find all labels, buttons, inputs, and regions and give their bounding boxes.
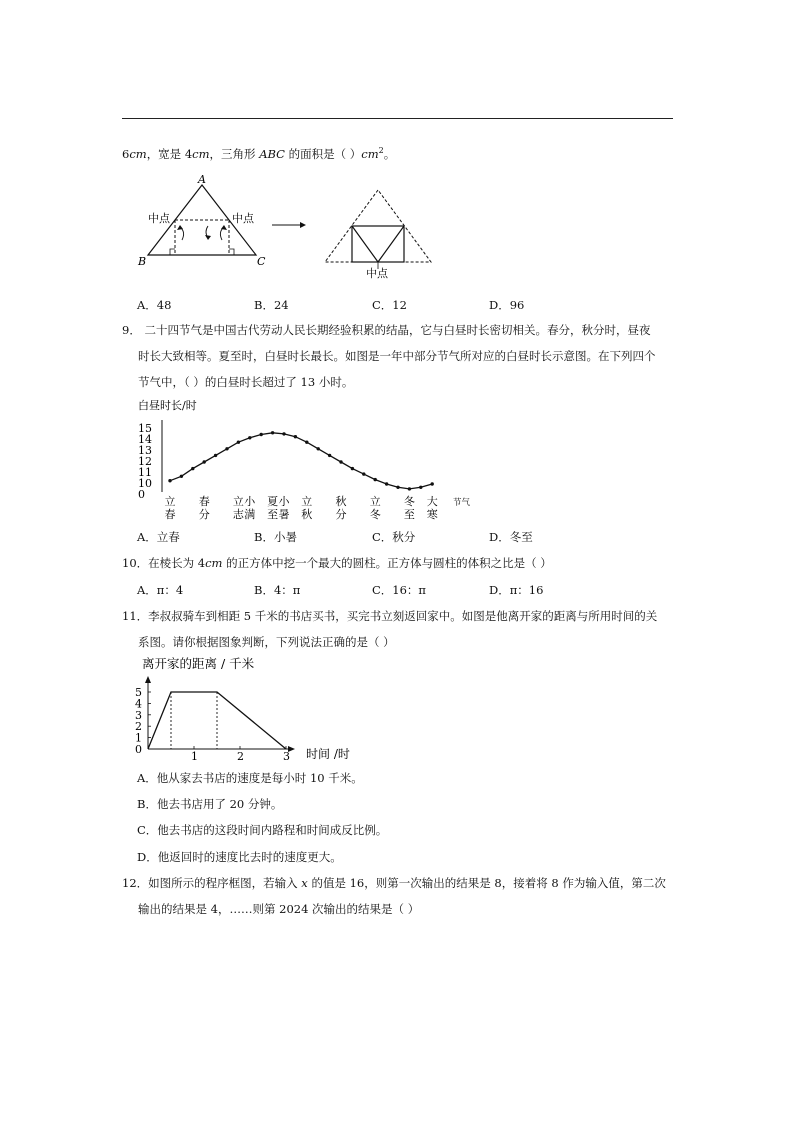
q9-xlabel-bottom-0: 春 — [164, 508, 176, 521]
q9-option-d[interactable]: D．冬至 — [489, 530, 533, 544]
q9-ytick-14: 14 — [138, 433, 152, 446]
q9-y-ticks — [138, 422, 152, 501]
q8-right-angle-left — [170, 249, 175, 255]
q9-point-17 — [362, 472, 365, 475]
q9-point-4 — [214, 454, 217, 457]
q11-stem-line2: 系图。请你根据图象判断，下列说法正确的是（ ） — [138, 635, 395, 649]
q9-xlabel-top-10: 大 — [426, 495, 438, 508]
q9-point-3 — [203, 460, 206, 463]
q11-xtick-2: 2 — [237, 750, 244, 763]
q9-stem-line1: 9． 二十四节气是中国古代劳动人民长期经验积累的结晶，它与白昼时长密切相关。春分，秋分时，昼夜 — [122, 323, 651, 337]
q11-option-a[interactable]: A．他从家去书店的速度是每小时 10 千米。 — [137, 771, 363, 785]
q9-option-c[interactable]: C．秋分 — [372, 530, 416, 544]
q11-option-b[interactable]: B．他去书店用了 20 分钟。 — [137, 797, 283, 811]
q8-label-a: A — [198, 173, 206, 186]
q11-ytick-4: 4 — [135, 697, 142, 711]
q8-label-c: C — [257, 255, 266, 268]
q9-xlabel-bottom-9: 至 — [403, 508, 415, 521]
q9-ytick-13: 13 — [138, 444, 152, 457]
q8-stem — [122, 143, 395, 162]
q9-point-10 — [282, 432, 285, 435]
q9-xlabel-bottom-4: 至 — [267, 508, 279, 521]
q9-stem-line3: 节气中，（ ）的白昼时长超过了 13 小时。 — [138, 375, 354, 389]
q9-ytick-12: 12 — [138, 455, 152, 468]
q9-xlabel-top-7: 秋 — [335, 495, 347, 508]
q9-point-13 — [317, 447, 320, 450]
q9-xlabel-bottom-5: 暑 — [278, 508, 290, 521]
q9-point-20 — [396, 486, 399, 489]
q9-point-6 — [237, 441, 240, 444]
q9-point-1 — [180, 475, 183, 478]
q9-chart-xlabel: 节气 — [453, 498, 471, 508]
q9-xlabel-bottom-10: 寒 — [426, 508, 438, 521]
q9-option-a[interactable]: A．立春 — [137, 530, 180, 544]
q9-xlabel-top-3: 小 — [244, 495, 256, 508]
q9-point-9 — [271, 431, 274, 434]
q10-option-d[interactable]: D．π：16 — [489, 583, 544, 597]
q9-ytick-10: 10 — [138, 477, 152, 490]
q8-rectangle — [352, 226, 404, 262]
q10-stem-b: 的正方体中挖一个最大的圆柱。正方体与圆柱的体积之比是（ ） — [222, 556, 552, 570]
q8-option-c[interactable]: C．12 — [372, 298, 407, 312]
q8-fold-arrowhead-top — [205, 235, 211, 240]
q9-series — [168, 431, 434, 491]
q11-stem-line1: 11．李叔叔骑车到相距 5 千米的书店买书，买完书立刻返回家中。如图是他离开家的距离与所用时间的关 — [122, 609, 658, 623]
header-rule — [122, 118, 673, 119]
q8-midpoint-right: 中点 — [232, 212, 254, 225]
q9-xlabel-top-0: 立 — [164, 495, 176, 508]
q9-chart — [130, 396, 490, 526]
q9-point-2 — [191, 467, 194, 470]
q9-xlabel-bottom-6: 秋 — [301, 508, 313, 521]
q12-stem-line1 — [122, 875, 666, 891]
q9-point-8 — [260, 433, 263, 436]
q9-xlabel-top-2: 立 — [232, 495, 244, 508]
q9-ytick-15: 15 — [138, 422, 152, 435]
q9-xlabel-top-5: 小 — [278, 495, 290, 508]
q9-point-18 — [374, 478, 377, 481]
q8-option-a[interactable]: A．48 — [137, 298, 172, 312]
q9-point-22 — [419, 486, 422, 489]
q9-point-11 — [294, 435, 297, 438]
q8-fold-line-right — [378, 226, 404, 262]
q8-unit-cm-2: cm — [192, 146, 210, 161]
q8-option-b[interactable]: B．24 — [254, 298, 289, 312]
q9-xlabel-top-9: 冬 — [403, 495, 415, 508]
q8-stem-part2: ，宽是 4 — [146, 146, 193, 161]
q10-option-a[interactable]: A．π：4 — [137, 583, 184, 597]
q9-point-14 — [328, 454, 331, 457]
q9-stem-line2: 时长大致相等。夏至时，白昼时长最长。如图是一年中部分节气所对应的白昼时长示意图。在下列四个 — [138, 349, 656, 363]
q9-xlabel-bottom-2: 志 — [232, 508, 244, 521]
q9-x-labels — [165, 494, 438, 521]
q8-stem-part1: 6 — [122, 146, 130, 161]
q8-stem-end: 。 — [383, 146, 396, 161]
q8-right-angle-right — [229, 249, 234, 255]
q8-figure — [130, 170, 450, 285]
q11-ytick-3: 3 — [135, 708, 142, 722]
q8-fold-line-left — [352, 226, 378, 262]
q10-option-b[interactable]: B．4：π — [254, 583, 301, 597]
q9-ytick-11: 11 — [138, 466, 152, 479]
q8-midpoint-bottom: 中点 — [366, 267, 388, 280]
q8-label-b: B — [138, 255, 147, 268]
q9-ytick-0: 0 — [138, 488, 145, 501]
q8-abc: ABC — [259, 146, 285, 161]
q9-series-line — [170, 433, 432, 489]
q12-var-x: x — [301, 876, 308, 890]
q9-point-19 — [385, 482, 388, 485]
q11-ytick-2: 2 — [135, 720, 142, 734]
q9-point-15 — [339, 460, 342, 463]
q8-transform-arrowhead — [300, 222, 306, 228]
q9-point-21 — [408, 487, 411, 490]
q9-point-0 — [168, 479, 171, 482]
q8-stem-part4: 的面积是（ ） — [284, 146, 362, 161]
q8-option-d[interactable]: D．96 — [489, 298, 525, 312]
q12-stem-line1-a: 12．如图所示的程序框图，若输入 — [122, 876, 302, 890]
q9-point-7 — [248, 436, 251, 439]
q11-y-ticks — [135, 686, 151, 756]
q9-point-23 — [431, 482, 434, 485]
q9-point-5 — [225, 447, 228, 450]
q10-option-c[interactable]: C．16：π — [372, 583, 426, 597]
q8-sup2: 2 — [378, 146, 384, 155]
q11-chart-ylabel: 离开家的距离 / 千米 — [142, 656, 255, 671]
q11-ytick-1: 1 — [135, 731, 142, 745]
q8-unit-cm2: cm — [361, 146, 379, 161]
q9-xlabel-top-4: 夏 — [267, 495, 279, 508]
q11-ytick-0: 0 — [135, 743, 142, 756]
q10-stem — [122, 555, 552, 571]
q9-point-16 — [351, 467, 354, 470]
q9-xlabel-bottom-7: 分 — [335, 508, 347, 521]
q11-option-c[interactable]: C．他去书店的这段时间内路程和时间成反比例。 — [137, 823, 388, 837]
q8-unit-cm: cm — [129, 146, 147, 161]
q11-xtick-3: 3 — [283, 750, 290, 763]
q12-stem-line2: 输出的结果是 4，……则第 2024 次输出的结果是（ ） — [138, 902, 420, 916]
q9-xlabel-top-8: 立 — [369, 495, 381, 508]
q11-y-axis-arrow — [145, 676, 151, 683]
q9-xlabel-bottom-8: 冬 — [369, 508, 381, 521]
q11-chart — [132, 652, 372, 767]
q9-xlabel-top-6: 立 — [301, 495, 313, 508]
q8-midpoint-left: 中点 — [148, 212, 170, 225]
q9-xlabel-bottom-1: 分 — [198, 508, 210, 521]
q11-chart-xlabel: 时间 /时 — [306, 747, 350, 761]
q11-option-d[interactable]: D．他返回时的速度比去时的速度更大。 — [137, 850, 342, 864]
q9-option-b[interactable]: B．小暑 — [254, 530, 297, 544]
q12-stem-line1-b: 的值是 16，则第一次输出的结果是 8，接着将 8 作为输入值，第二次 — [307, 876, 666, 890]
q11-ytick-5: 5 — [135, 686, 142, 699]
q9-xlabel-bottom-3: 满 — [244, 508, 256, 521]
q10-stem-a: 10．在棱长为 4 — [122, 556, 206, 570]
q8-stem-part3: ，三角形 — [209, 146, 260, 161]
q11-series — [148, 692, 286, 749]
q9-xlabel-top-1: 春 — [198, 495, 210, 508]
q10-unit-cm: cm — [205, 556, 223, 570]
q9-chart-ylabel: 白昼时长/时 — [138, 399, 197, 412]
q9-point-12 — [305, 441, 308, 444]
q11-xtick-1: 1 — [191, 750, 198, 763]
